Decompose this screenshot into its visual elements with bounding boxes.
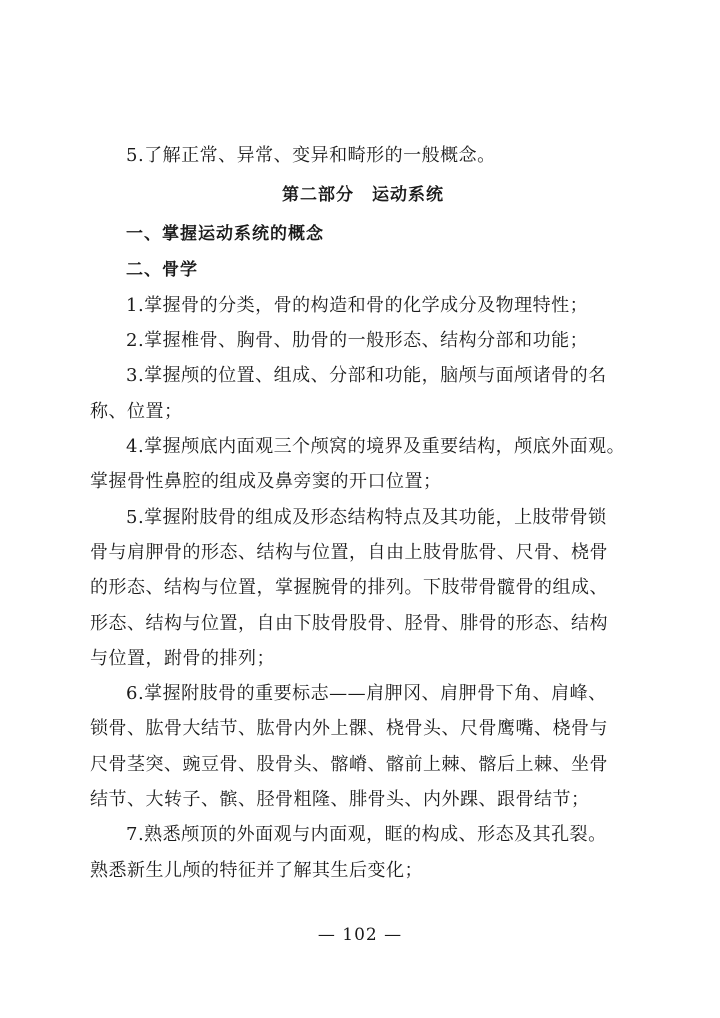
section-heading-osteology: 二、骨学 xyxy=(126,259,198,280)
list-item-1: 1.掌握骨的分类，骨的构造和骨的化学成分及物理特性； xyxy=(126,294,589,316)
list-item-4-line-1: 4.掌握颅底内面观三个颅窝的境界及重要结构，颅底外面观。 xyxy=(126,436,626,458)
list-item-2: 2.掌握椎骨、胸骨、肋骨的一般形态、结构分部和功能； xyxy=(126,330,589,352)
intro-item-5: 5.了解正常、异常、变异和畸形的一般概念。 xyxy=(126,145,496,166)
list-item-3-line-2: 称、位置； xyxy=(90,400,183,422)
list-item-5-line-2: 骨与肩胛骨的形态、结构与位置，自由上肢骨肱骨、尺骨、桡骨 xyxy=(90,541,608,563)
list-item-7-line-1: 7.熟悉颅顶的外面观与内面观，眶的构成、形态及其孔裂。 xyxy=(126,824,607,846)
part-title-number: 第二部分 xyxy=(282,185,354,206)
list-item-5-line-5: 与位置，跗骨的排列； xyxy=(90,647,275,669)
list-item-7-line-2: 熟悉新生儿颅的特征并了解其生后变化； xyxy=(90,859,423,881)
page-number: — 102 — xyxy=(317,925,403,945)
list-item-6-line-4: 结节、大转子、髌、胫骨粗隆、腓骨头、内外踝、跟骨结节； xyxy=(90,789,590,811)
part-title xyxy=(90,173,636,217)
list-item-5-line-4: 形态、结构与位置，自由下肢骨股骨、胫骨、腓骨的形态、结构 xyxy=(90,612,608,634)
list-item-5-line-3: 的形态、结构与位置，掌握腕骨的排列。下肢带骨髋骨的组成、 xyxy=(90,577,608,599)
part-title-name: 运动系统 xyxy=(372,185,444,206)
list-item-3-line-1: 3.掌握颅的位置、组成、分部和功能，脑颅与面颅诸骨的名 xyxy=(126,365,607,387)
list-item-6-line-3: 尺骨茎突、豌豆骨、股骨头、髂嵴、髂前上棘、髂后上棘、坐骨 xyxy=(90,753,608,775)
list-item-6-line-2: 锁骨、肱骨大结节、肱骨内外上髁、桡骨头、尺骨鹰嘴、桡骨与 xyxy=(90,718,608,740)
list-item-5-line-1: 5.掌握附肢骨的组成及形态结构特点及其功能，上肢带骨锁 xyxy=(126,506,607,528)
section-heading-concept: 一、掌握运动系统的概念 xyxy=(126,224,324,245)
page-content xyxy=(90,138,636,888)
list-item-4-line-2: 掌握骨性鼻腔的组成及鼻旁窦的开口位置； xyxy=(90,471,442,493)
list-item-6-line-1: 6.掌握附肢骨的重要标志——肩胛冈、肩胛骨下角、肩峰、 xyxy=(126,683,607,705)
